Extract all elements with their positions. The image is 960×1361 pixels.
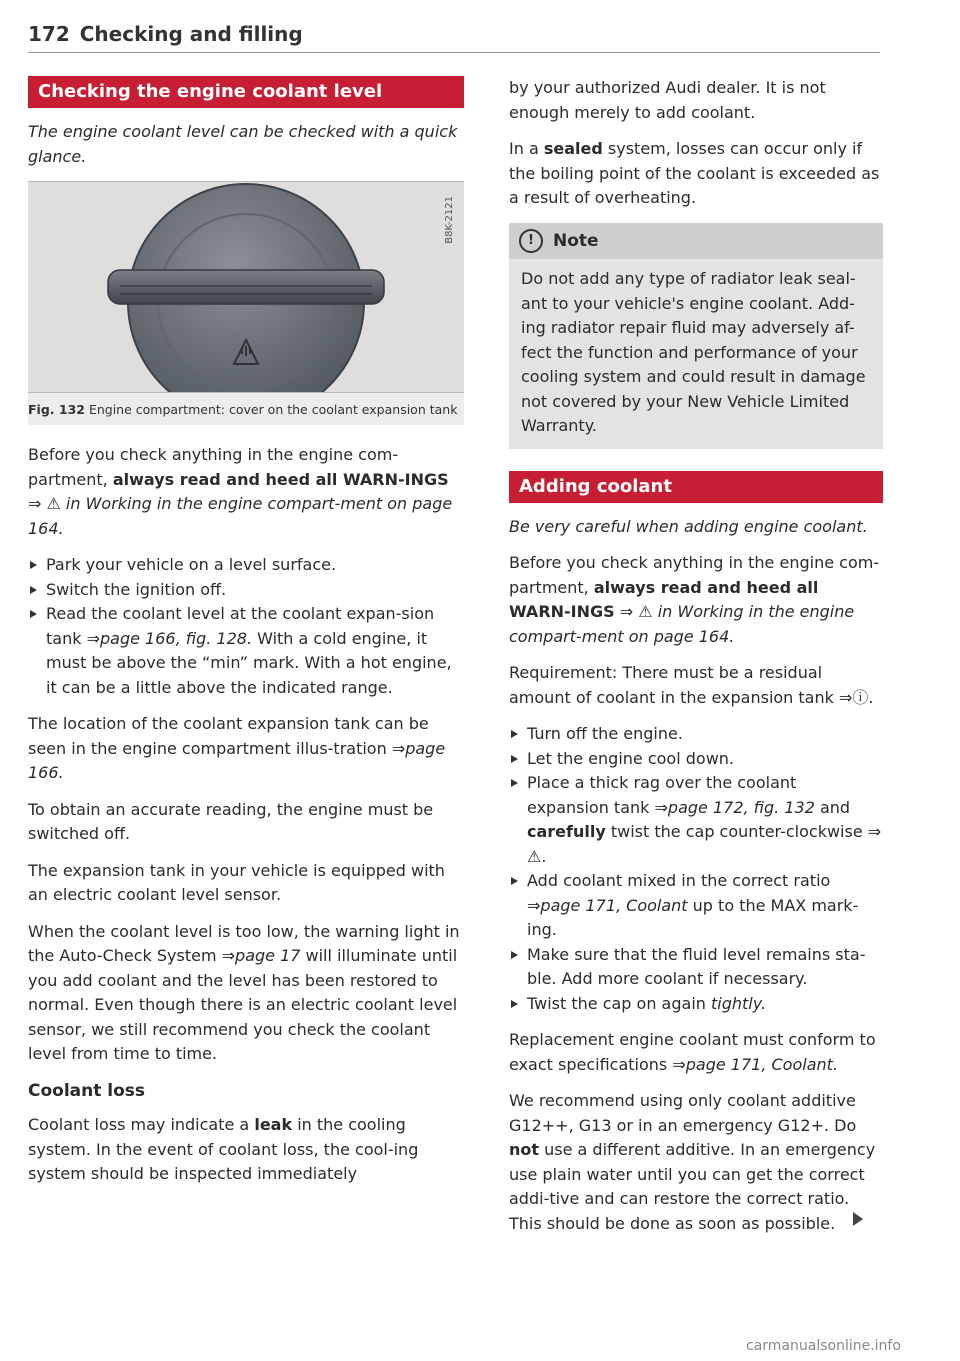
chapter-title: Checking and filling	[79, 22, 303, 46]
text: The location of the coolant expansion tank can be seen in the engine compartment illus-tration	[28, 714, 429, 758]
paragraph	[509, 661, 883, 710]
continue-arrow-icon	[853, 1212, 863, 1226]
paragraph	[28, 920, 464, 1067]
arrow-icon: ⇒	[527, 895, 541, 915]
arrow-icon: ⇒	[221, 946, 236, 965]
list-item	[509, 869, 883, 943]
figure-caption-text: Engine compartment: cover on the coolant expansion tank	[84, 402, 458, 417]
text: twist the cap counter-clockwise	[605, 822, 868, 841]
steps-list	[509, 722, 883, 1016]
text: .	[541, 846, 547, 866]
list-item: Turn off the engine.	[509, 722, 883, 747]
warning-triangle-icon: ⚠	[46, 494, 61, 513]
left-column	[28, 76, 464, 1199]
figure-132	[28, 181, 464, 425]
text: up to the MAX mark-ing.	[527, 895, 859, 939]
list-item: Switch the ignition off.	[28, 578, 464, 603]
text: Add coolant mixed in the correct ratio	[527, 871, 831, 890]
list-item	[509, 992, 883, 1017]
text: in the cooling system. In the event of coolant loss, the cool-ing system should be inspected immediately	[28, 1115, 419, 1183]
text: Requirement: There must be a residual amount of coolant in the expansion tank	[509, 663, 839, 707]
note-body: Do not add any type of radiator leak seal-ant to your vehicle's engine coolant. Add-ing radiator repair fluid may adversely af-fect the function and performance of your cooling system and could result in damage not covered by your New Vehicle Limited Warranty.	[521, 269, 866, 435]
paragraph: The expansion tank in your vehicle is equipped with an electric coolant level sensor.	[28, 860, 445, 904]
arrow-icon: ⇒	[391, 738, 406, 758]
paragraph	[509, 137, 883, 211]
bold-text: always read and heed all WARN-INGS	[509, 577, 819, 621]
text: Before you check anything in the engine com-partment,	[509, 553, 880, 597]
subheading-coolant-loss: Coolant loss	[28, 1080, 146, 1101]
figure-caption	[28, 393, 464, 419]
bold-text: always read and heed all WARN-INGS	[112, 469, 449, 489]
text: Place a thick rag over the coolant expansion tank	[527, 773, 797, 817]
page-reference-link[interactable]: page 166.	[28, 738, 446, 782]
list-item: Make sure that the fluid level remains sta-ble. Add more coolant if necessary.	[509, 943, 883, 992]
section-title-checking-coolant: Checking the engine coolant level	[28, 76, 464, 108]
page-reference-link[interactable]: page 172, fig. 132	[667, 797, 815, 817]
paragraph: To obtain an accurate reading, the engine must be switched off.	[28, 799, 434, 843]
arrow-icon: ⇒	[672, 1054, 686, 1074]
text: We recommend using only coolant additive G12++, G13 or in an emergency G12+. Do	[509, 1091, 857, 1135]
page-reference-link[interactable]: page 171, Coolant.	[685, 1054, 838, 1074]
page-reference-link[interactable]: page 166, fig. 128.	[99, 628, 253, 648]
warning-triangle-icon: ⚠	[638, 602, 653, 621]
paragraph	[509, 1028, 883, 1077]
text: In a	[509, 139, 544, 158]
steps-list	[28, 553, 464, 700]
note-box	[509, 223, 883, 449]
list-item	[28, 602, 464, 700]
caution-icon: !	[519, 229, 543, 253]
figure-code: B8K-2121	[443, 196, 455, 244]
bold-text: leak	[254, 1115, 293, 1134]
text: Read the coolant level at the coolant expan-sion tank	[46, 604, 435, 648]
list-item	[509, 771, 883, 869]
section-title-adding-coolant: Adding coolant	[509, 471, 883, 503]
list-item: Let the engine cool down.	[509, 747, 883, 772]
warning-paragraph	[28, 443, 464, 541]
page-reference-link[interactable]: page 17	[235, 946, 301, 965]
section-intro: Be very careful when adding engine coolant.	[509, 516, 868, 536]
text: With a cold engine, it must be above the “min” mark. With a hot engine, it can be a little above the indicated range.	[46, 628, 452, 697]
arrow-icon: ⇒	[867, 822, 882, 841]
text: .	[868, 687, 874, 707]
text: Before you check anything in the engine com-partment,	[28, 445, 399, 489]
warning-triangle-icon: ⚠	[527, 846, 542, 866]
text: will illuminate until you add coolant and the level has been restored to normal. Even though there is an electric coolant level sensor, we still recommend you check the coolant level from time to time.	[28, 946, 458, 1063]
paragraph	[28, 1113, 464, 1187]
arrow-icon: ⇒	[654, 797, 668, 817]
figure-label: Fig. 132	[28, 402, 85, 417]
arrow-icon: ⇒	[838, 687, 853, 707]
text: system, losses can occur only if the boiling point of the coolant is exceeded as a result of overheating.	[509, 139, 880, 207]
italic-text: tightly.	[711, 993, 767, 1013]
page-reference-link[interactable]: page 171, Coolant	[540, 895, 688, 915]
bold-text: carefully	[527, 822, 606, 841]
text: Replacement engine coolant must conform to exact specifications	[509, 1030, 876, 1074]
page-number: 172	[28, 22, 70, 46]
coolant-cap-illustration	[28, 182, 464, 392]
arrow-icon: ⇒	[28, 494, 42, 513]
arrow-icon: ⇒	[619, 602, 634, 621]
text: Twist the cap on again	[527, 993, 711, 1013]
page-header	[28, 22, 880, 53]
note-header	[509, 223, 883, 260]
text: When the coolant level is too low, the warning light in the Auto-Check System	[28, 921, 460, 965]
note-title: Note	[553, 230, 599, 251]
header-rule	[28, 52, 880, 53]
right-column	[509, 76, 883, 1248]
text: use a different additive. In an emergency use plain water until you can get the correct addi-tive and can restore the correct ratio. This should be done as soon as possible.	[509, 1140, 876, 1233]
warning-paragraph	[509, 551, 883, 649]
list-item: Park your vehicle on a level surface.	[28, 553, 464, 578]
bold-text: not	[509, 1140, 540, 1159]
paragraph	[509, 1089, 883, 1236]
reference-text[interactable]: in Working in the engine compart-ment on page 164.	[509, 602, 855, 646]
section-intro: The engine coolant level can be checked with a quick glance.	[28, 122, 458, 166]
text: Coolant loss may indicate a	[28, 1115, 255, 1134]
footer-watermark: carmanualsonline.info	[746, 1338, 901, 1354]
paragraph	[28, 712, 464, 786]
paragraph: by your authorized Audi dealer. It is not enough merely to add coolant.	[509, 78, 826, 122]
reference-text[interactable]: in Working in the engine compart-ment on page 164.	[28, 494, 453, 538]
caution-icon: ⓘ	[852, 687, 869, 707]
text: and	[814, 797, 851, 817]
bold-text: sealed	[543, 139, 603, 158]
coolant-cap-image	[28, 181, 464, 393]
arrow-icon: ⇒	[86, 628, 100, 648]
